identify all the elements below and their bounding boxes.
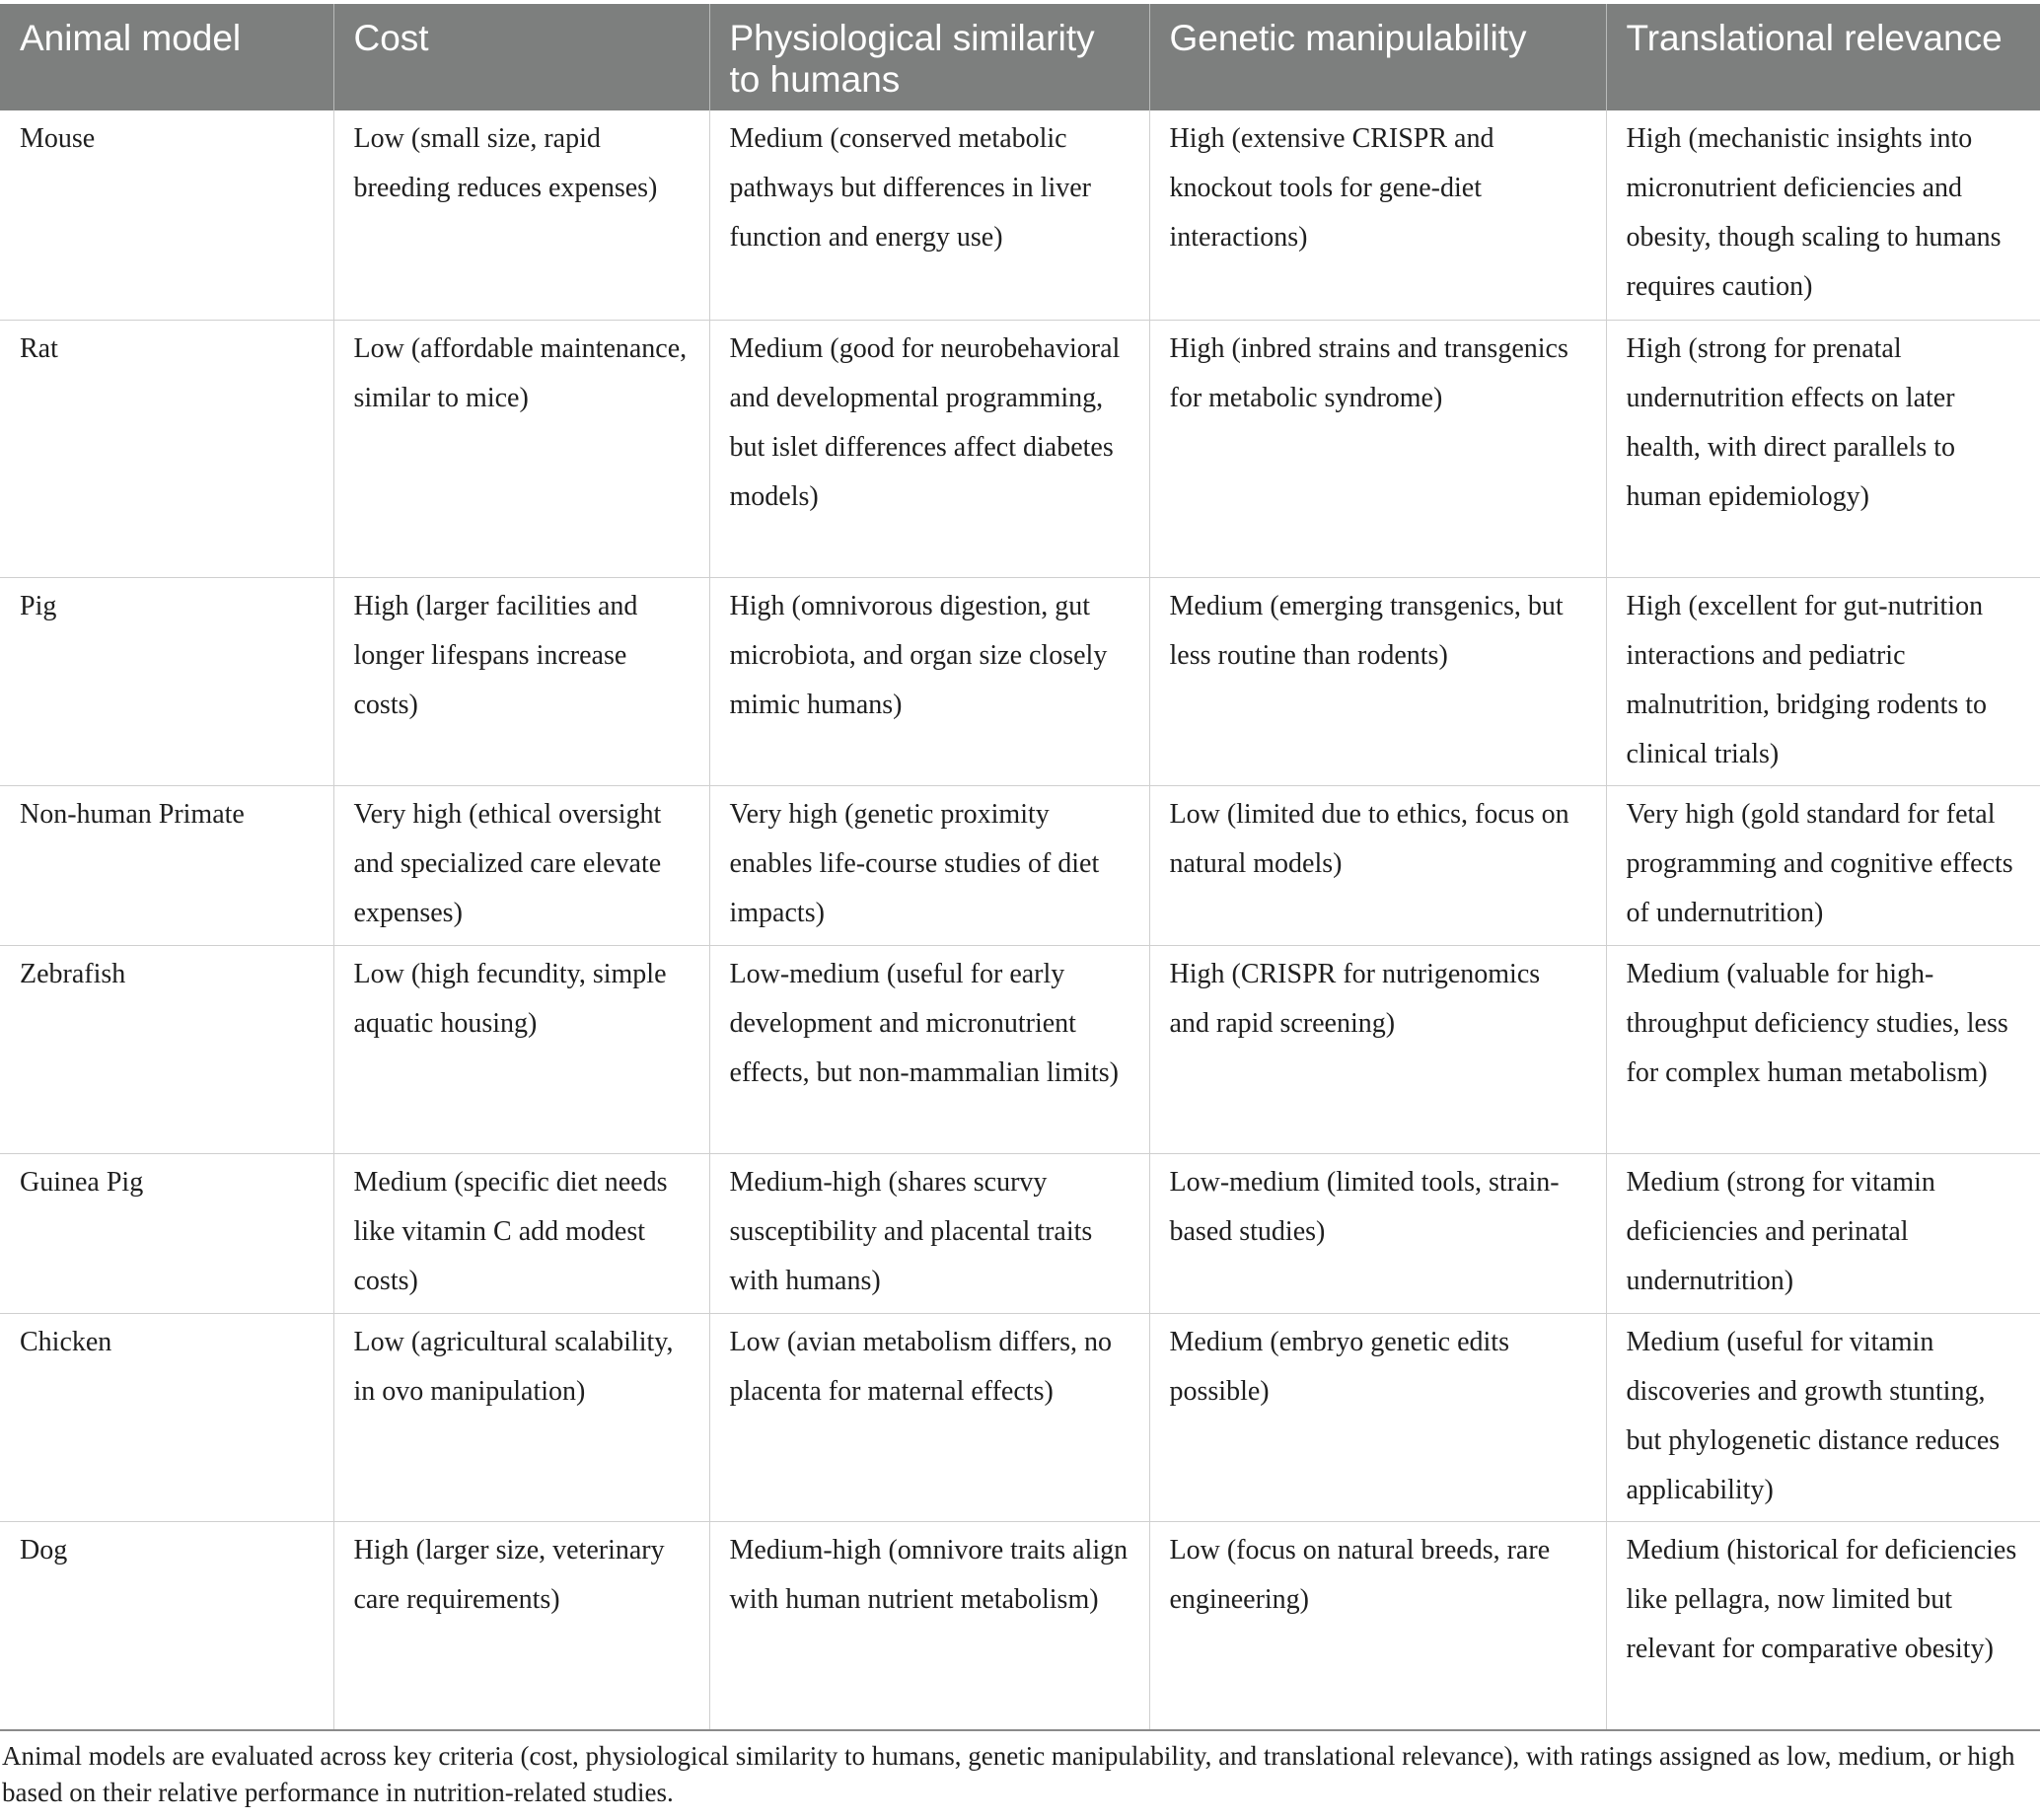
cell-cost: Low (affordable maintenance, similar to mice) [333, 320, 709, 577]
table-header [0, 4, 2040, 110]
cell-genetic-manipulability: Medium (emerging transgenics, but less routine than rodents) [1149, 577, 1606, 785]
cell-cost: Medium (specific diet needs like vitamin C add modest costs) [333, 1153, 709, 1313]
cell-physiological-similarity: Medium-high (omnivore traits align with human nutrient metabolism) [709, 1521, 1149, 1730]
cell-genetic-manipulability: Low (limited due to ethics, focus on natural models) [1149, 785, 1606, 945]
table-row [0, 320, 2040, 577]
cell-translational-relevance: Medium (valuable for high-throughput deficiency studies, less for complex human metabolism) [1606, 945, 2040, 1153]
cell-physiological-similarity: Medium-high (shares scurvy susceptibility and placental traits with humans) [709, 1153, 1149, 1313]
table-row [0, 577, 2040, 785]
table-body [0, 110, 2040, 1730]
cell-translational-relevance: Medium (historical for deficiencies like pellagra, now limited but relevant for comparative obesity) [1606, 1521, 2040, 1730]
header-row [0, 4, 2040, 110]
cell-physiological-similarity: Very high (genetic proximity enables life-course studies of diet impacts) [709, 785, 1149, 945]
cell-physiological-similarity: Low-medium (useful for early development and micronutrient effects, but non-mammalian limits) [709, 945, 1149, 1153]
cell-animal-model: Pig [0, 577, 333, 785]
header-genetic-manipulability: Genetic manipulability [1149, 4, 1606, 110]
cell-cost: Low (high fecundity, simple aquatic housing) [333, 945, 709, 1153]
cell-animal-model: Non-human Primate [0, 785, 333, 945]
cell-genetic-manipulability: Low-medium (limited tools, strain-based studies) [1149, 1153, 1606, 1313]
comparison-table-container [0, 4, 2040, 1731]
cell-physiological-similarity: Low (avian metabolism differs, no placenta for maternal effects) [709, 1313, 1149, 1521]
cell-cost: High (larger facilities and longer lifespans increase costs) [333, 577, 709, 785]
header-animal-model: Animal model [0, 4, 333, 110]
cell-animal-model: Zebrafish [0, 945, 333, 1153]
cell-genetic-manipulability: High (extensive CRISPR and knockout tools for gene-diet interactions) [1149, 110, 1606, 320]
table-row [0, 1521, 2040, 1730]
cell-cost: Low (agricultural scalability, in ovo manipulation) [333, 1313, 709, 1521]
cell-cost: Low (small size, rapid breeding reduces expenses) [333, 110, 709, 320]
table-footnote: Animal models are evaluated across key criteria (cost, physiological similarity to humans, genetic manipulability, and translational relevance), with ratings assigned as low, medium, or high based on their relative performance in nutrition-related studies. [2, 1741, 2015, 1807]
cell-animal-model: Mouse [0, 110, 333, 320]
cell-cost: Very high (ethical oversight and specialized care elevate expenses) [333, 785, 709, 945]
cell-genetic-manipulability: High (CRISPR for nutrigenomics and rapid screening) [1149, 945, 1606, 1153]
cell-genetic-manipulability: High (inbred strains and transgenics for metabolic syndrome) [1149, 320, 1606, 577]
table-row [0, 945, 2040, 1153]
cell-physiological-similarity: Medium (good for neurobehavioral and developmental programming, but islet differences affect diabetes models) [709, 320, 1149, 577]
cell-translational-relevance: High (mechanistic insights into micronutrient deficiencies and obesity, though scaling to humans requires caution) [1606, 110, 2040, 320]
cell-physiological-similarity: Medium (conserved metabolic pathways but differences in liver function and energy use) [709, 110, 1149, 320]
cell-cost: High (larger size, veterinary care requirements) [333, 1521, 709, 1730]
cell-animal-model: Chicken [0, 1313, 333, 1521]
table-row [0, 110, 2040, 320]
table-row [0, 1153, 2040, 1313]
animal-model-comparison-table [0, 4, 2040, 1731]
table-row [0, 1313, 2040, 1521]
cell-animal-model: Guinea Pig [0, 1153, 333, 1313]
header-physiological-similarity: Physiological similarity to humans [709, 4, 1149, 110]
cell-animal-model: Rat [0, 320, 333, 577]
cell-physiological-similarity: High (omnivorous digestion, gut microbiota, and organ size closely mimic humans) [709, 577, 1149, 785]
cell-translational-relevance: Medium (useful for vitamin discoveries and growth stunting, but phylogenetic distance reduces applicability) [1606, 1313, 2040, 1521]
cell-animal-model: Dog [0, 1521, 333, 1730]
cell-genetic-manipulability: Medium (embryo genetic edits possible) [1149, 1313, 1606, 1521]
cell-translational-relevance: High (excellent for gut-nutrition interactions and pediatric malnutrition, bridging rodents to clinical trials) [1606, 577, 2040, 785]
cell-translational-relevance: High (strong for prenatal undernutrition effects on later health, with direct parallels to human epidemiology) [1606, 320, 2040, 577]
header-translational-relevance: Translational relevance [1606, 4, 2040, 110]
table-row [0, 785, 2040, 945]
cell-translational-relevance: Very high (gold standard for fetal programming and cognitive effects of undernutrition) [1606, 785, 2040, 945]
header-cost: Cost [333, 4, 709, 110]
cell-genetic-manipulability: Low (focus on natural breeds, rare engineering) [1149, 1521, 1606, 1730]
cell-translational-relevance: Medium (strong for vitamin deficiencies and perinatal undernutrition) [1606, 1153, 2040, 1313]
